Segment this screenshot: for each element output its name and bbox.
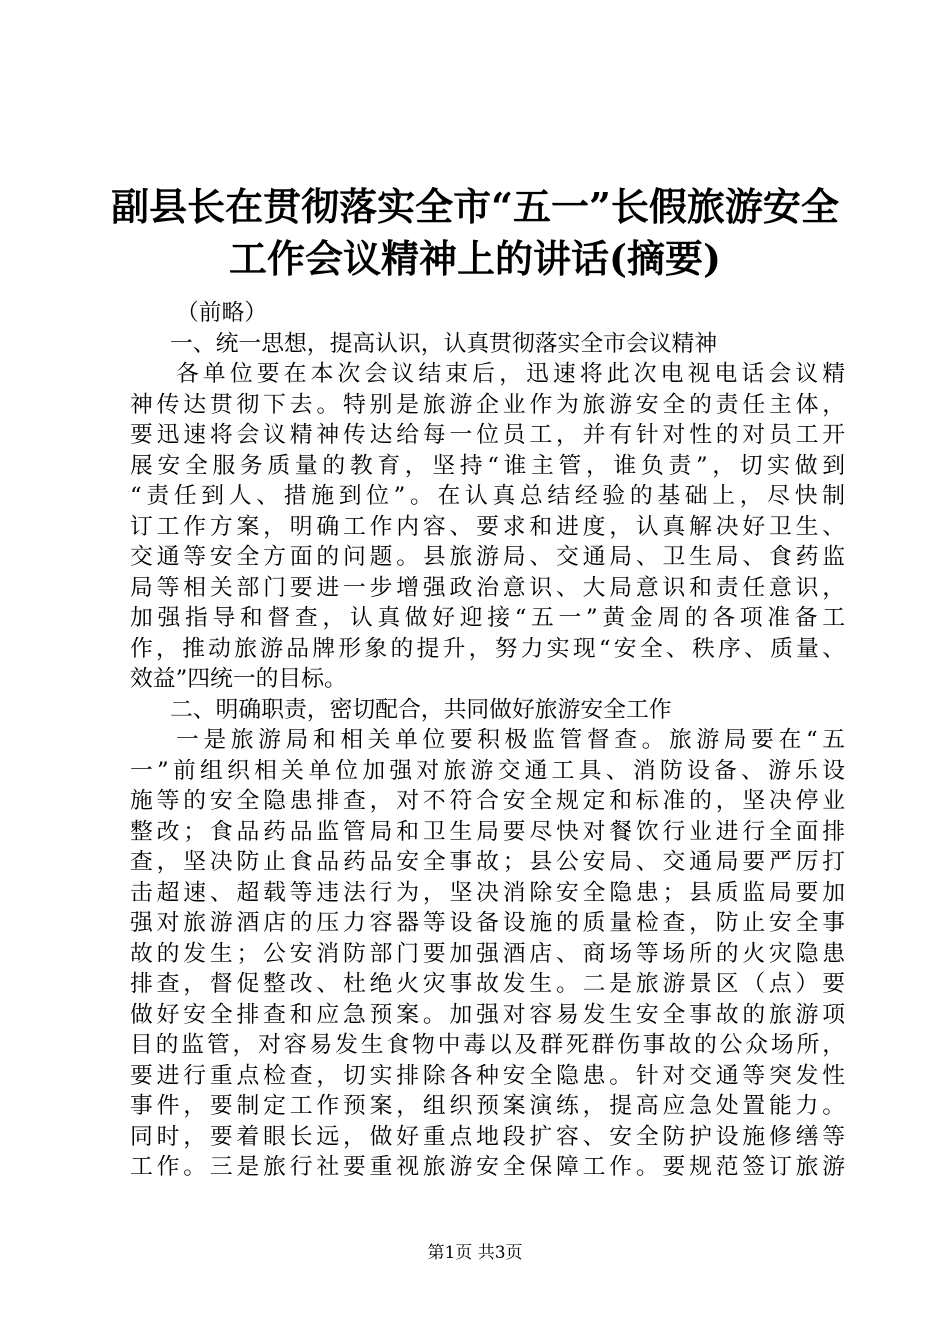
page-number-footer: 第1页 共3页 [427, 1243, 523, 1263]
body-line: 事件，要制定工作预案，组织预案演练，提高应急处置能力。 [130, 1093, 845, 1119]
body-line: 整改；食品药品监管局和卫生局要尽快对餐饮行业进行全面排 [130, 818, 845, 845]
body-line: 要迅速将会议精神传达给每一位员工，并有针对性的对员工开 [130, 422, 845, 448]
section-heading-2: 二、明确职责，密切配合，共同做好旅游安全工作 [170, 696, 672, 723]
body-line: 效益”四统一的目标。 [130, 666, 347, 692]
body-line: 查，坚决防止食品药品安全事故；县公安局、交通局要严厉打 [130, 849, 845, 875]
body-line: 故的发生；公安消防部门要加强酒店、商场等场所的火灾隐患 [130, 940, 845, 967]
body-line: 强对旅游酒店的压力容器等设备设施的质量检查，防止安全事 [130, 910, 845, 936]
body-line: 做好安全排查和应急预案。加强对容易发生安全事故的旅游项 [130, 1001, 845, 1028]
body-line: 作，推动旅游品牌形象的提升，努力实现“安全、秩序、质量、 [130, 635, 845, 662]
body-line: 加强指导和督查，认真做好迎接“五一”黄金周的各项准备工 [130, 605, 845, 631]
body-line: 一”前组织相关单位加强对旅游交通工具、消防设备、游乐设 [130, 757, 845, 784]
body-line: 交通等安全方面的问题。县旅游局、交通局、卫生局、食药监 [130, 544, 845, 570]
body-line: （前略） [176, 300, 268, 326]
body-line: 要进行重点检查，切实排除各种安全隐患。针对交通等突发性 [130, 1062, 845, 1089]
body-line: 排查，督促整改、杜绝火灾事故发生。二是旅游景区（点）要 [130, 971, 845, 997]
body-line: 订工作方案，明确工作内容、要求和进度，认真解决好卫生、 [130, 513, 845, 540]
section-heading-1: 一、统一思想，提高认识，认真贯彻落实全市会议精神 [170, 330, 718, 357]
body-line: 施等的安全隐患排查，对不符合安全规定和标准的，坚决停业 [130, 788, 845, 814]
body-line: “责任到人、措施到位”。在认真总结经验的基础上，尽快制 [130, 483, 845, 509]
body-line: 局等相关部门要进一步增强政治意识、大局意识和责任意识， [130, 574, 845, 601]
document-body [130, 298, 845, 1183]
body-line: 各单位要在本次会议结束后，迅速将此次电视电话会议精 [176, 361, 845, 387]
document-title-line-2: 工作会议精神上的讲话(摘要) [229, 236, 721, 281]
body-line: 展安全服务质量的教育，坚持“谁主管，谁负责”，切实做到 [130, 452, 845, 479]
body-line: 目的监管，对容易发生食物中毒以及群死群伤事故的公众场所， [130, 1032, 845, 1058]
body-line: 工作。三是旅行社要重视旅游安全保障工作。要规范签订旅游 [130, 1154, 845, 1180]
body-line: 神传达贯彻下去。特别是旅游企业作为旅游安全的责任主体， [130, 391, 845, 418]
body-line: 击超速、超载等违法行为，坚决消除安全隐患；县质监局要加 [130, 879, 845, 906]
body-line: 同时，要着眼长远，做好重点地段扩容、安全防护设施修缮等 [130, 1123, 845, 1150]
document-title-line-1: 副县长在贯彻落实全市“五一”长假旅游安全 [111, 184, 839, 229]
body-line: 一是旅游局和相关单位要积极监管督查。旅游局要在“五 [176, 727, 845, 753]
